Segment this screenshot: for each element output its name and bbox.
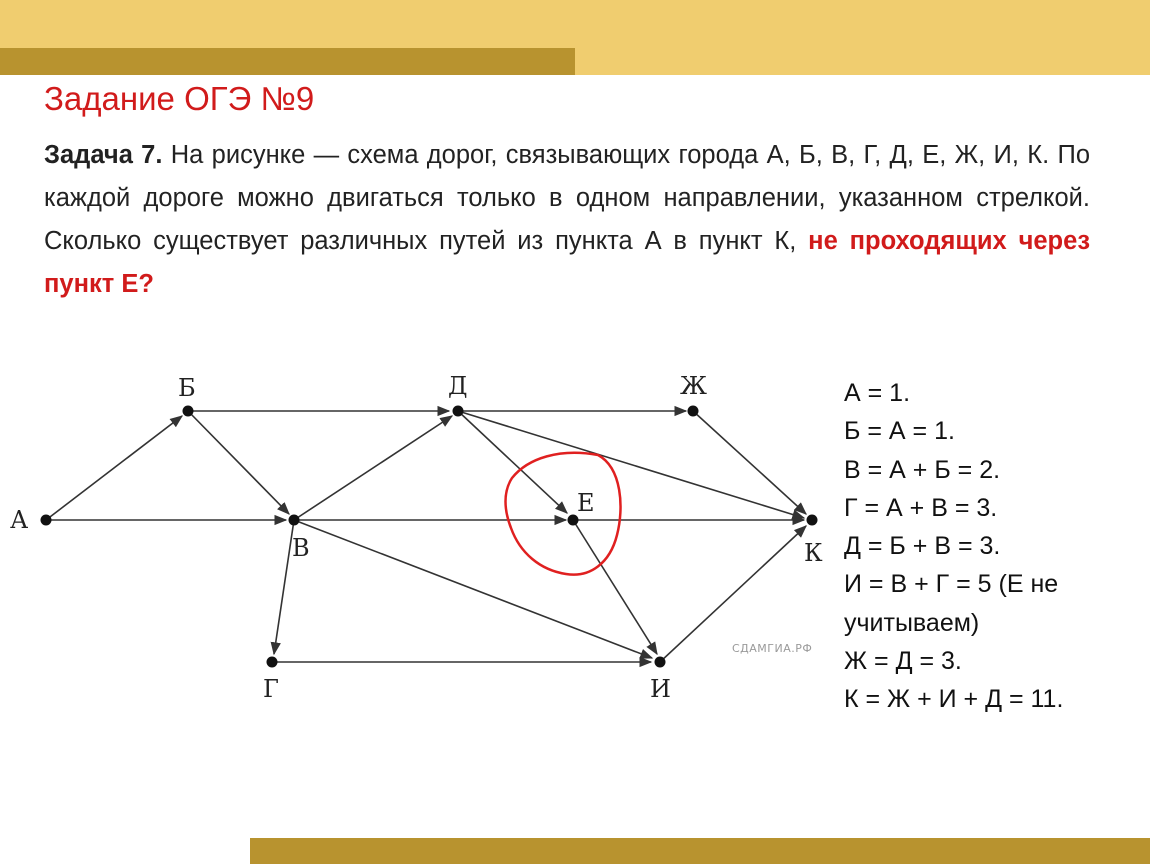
edge-d-e: [458, 411, 567, 513]
task-text: [44, 134, 1090, 306]
slide-title: Задание ОГЭ №9: [44, 80, 315, 117]
node-k: [807, 515, 818, 526]
top-band-light: [0, 0, 1150, 48]
top-band-dark: [0, 48, 575, 75]
node-label-b: Б: [178, 374, 196, 402]
node-zh: [688, 406, 699, 417]
node-label-k: К: [804, 539, 823, 567]
solution-line: Ж = Д = 3.: [844, 647, 962, 676]
node-b: [183, 406, 194, 417]
top-band-right: [575, 48, 1150, 75]
edge-zh-k: [693, 411, 806, 514]
edge-a-b: [46, 416, 182, 520]
node-a: [41, 515, 52, 526]
node-label-d: Д: [448, 372, 468, 400]
node-label-v: В: [292, 534, 310, 562]
solution-line: Б = А = 1.: [844, 417, 955, 446]
task-body: На рисунке — схема дорог, связывающих города А, Б, В, Г, Д, Е, Ж, И, К. По каждой дороге можно двигаться только в одном направлении, указанном стрелкой. Сколько существует различных путей из пункта А в пункт К,: [44, 141, 1090, 255]
solution-line: В = А + Б = 2.: [844, 455, 1001, 484]
solution-line: К = Ж + И + Д = 11.: [844, 685, 1064, 714]
node-label-g: Г: [263, 675, 279, 703]
node-label-e: Е: [577, 489, 595, 517]
node-label-i: И: [650, 675, 671, 703]
solution-list: [844, 374, 1063, 719]
task-label: Задача 7.: [44, 141, 163, 169]
edge-v-i: [294, 520, 652, 658]
node-d: [453, 406, 464, 417]
solution-line: Г = А + В = 3.: [844, 493, 998, 522]
node-label-a: А: [10, 506, 29, 534]
node-i: [655, 657, 666, 668]
edge-v-d: [294, 416, 452, 520]
solution-line: Д = Б + В = 3.: [844, 532, 1001, 561]
task-highlight: не проходящих через пункт Е?: [44, 227, 1090, 298]
solution-line: учитываем): [844, 608, 980, 637]
solution-line: А = 1.: [844, 379, 911, 407]
watermark: СДАМГИА.РФ: [732, 642, 813, 655]
node-v: [289, 515, 300, 526]
solution-line: И = В + Г = 5 (Е не: [844, 570, 1059, 599]
edge-v-g: [274, 520, 294, 654]
bottom-band: [250, 838, 1150, 864]
edge-b-v: [188, 411, 289, 514]
road-graph: [0, 360, 840, 720]
node-label-zh: Ж: [680, 372, 707, 400]
node-g: [267, 657, 278, 668]
